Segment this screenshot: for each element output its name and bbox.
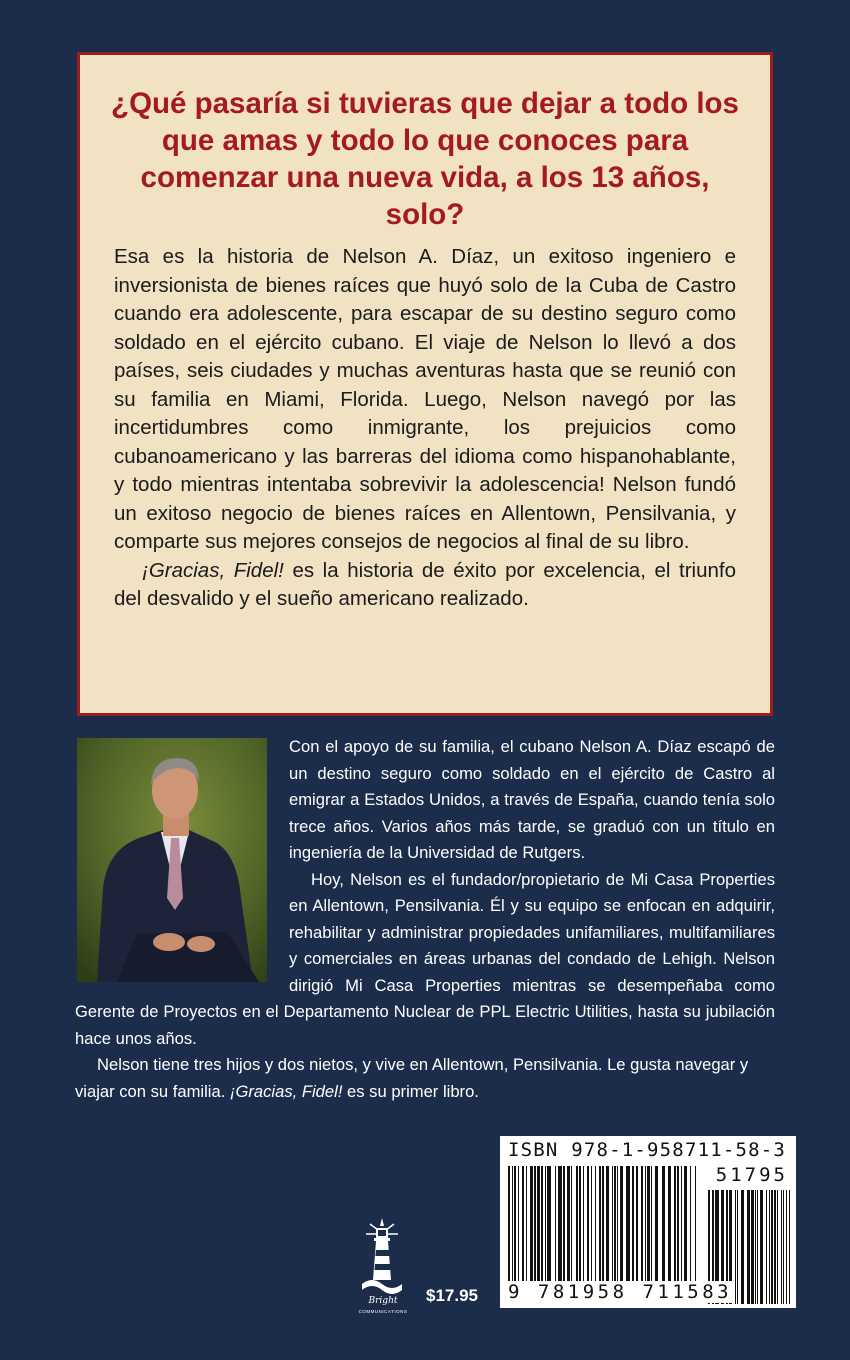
book-title-italic: ¡Gracias, Fidel! (229, 1081, 343, 1101)
ean-number: 9 781958 711583 (508, 1281, 733, 1303)
author-bio-paragraph-3-text: Nelson tiene tres hijos y dos nietos, y vive en Allentown, Pensilvania. Le gusta navegar y viajar con su familia. (75, 1055, 749, 1101)
author-bio (75, 734, 775, 1105)
publisher-subtext: COMMUNICATIONS (358, 1309, 408, 1314)
author-bio-paragraph-3-end: es su primer libro. (342, 1081, 479, 1101)
headline: ¿Qué pasaría si tuvieras que dejar a todo los que amas y todo lo que conoces para comenzar una nueva vida, a los 13 años, solo? (111, 87, 739, 231)
synopsis-paragraph-2-text: es la historia de éxito por excelencia, el triunfo del desvalido y el sueño americano realizado. (114, 558, 736, 610)
barcode-add-on-code: 51795 (715, 1164, 788, 1186)
synopsis-paragraph-1: Esa es la historia de Nelson A. Díaz, un exitoso ingeniero e inversionista de bienes raíces que huyó solo de la Cuba de Castro cuando era adolescente, para escapar de su destino seguro como soldado en el ejército cubano. El viaje de Nelson lo llevó a dos países, seis ciudades y muchas aventuras hasta que se reunió con su familia en Miami, Florida. Luego, Nelson navegó por las incertidumbres como inmigrante, los prejuicios como cubanoamericano y las barreras del idioma como hispanohablante, y todo mientras intentaba sobrevivir la adolescencia! Nelson fundó un exitoso negocio de bienes raíces en Allentown, Pensilvania, y comparte sus mejores consejos de negocios al final de su libro. (114, 245, 736, 553)
book-title-italic: ¡Gracias, Fidel! (142, 558, 284, 582)
isbn-label: ISBN 978-1-958711-58-3 (508, 1139, 787, 1161)
author-bio-paragraph-1: Con el apoyo de su familia, el cubano Nelson A. Díaz escapó de un destino seguro como soldado en el ejército de Castro al emigrar a Estados Unidos, a través de España, cuando tenía solo trece años. Varios años más tarde, se graduó con un título en ingeniería de la Universidad de Rutgers. (289, 737, 775, 862)
synopsis-panel (77, 52, 773, 716)
price: $17.95 (426, 1286, 478, 1305)
synopsis-text (114, 243, 736, 614)
author-bio-paragraph-2: Hoy, Nelson es el fundador/propietario de Mi Casa Properties en Allentown, Pensilvania. Él y su equipo se enfocan en adquirir, rehabilitar y administrar propiedades unifamiliares, multifamiliares y comerciales en áreas urbanas del condado de Lehigh. Nelson dirigió Mi Casa Properties mientras se desempeñaba como Gerente de Proyectos en el Departamento Nuclear de PPL Electric Utilities, hasta su jubilación hace unos años. (75, 869, 775, 1048)
publisher-name: Bright (368, 1296, 398, 1306)
isbn-barcode (500, 1136, 796, 1308)
author-bio-paragraph-3 (75, 1052, 775, 1105)
synopsis-paragraph-2 (114, 557, 736, 614)
